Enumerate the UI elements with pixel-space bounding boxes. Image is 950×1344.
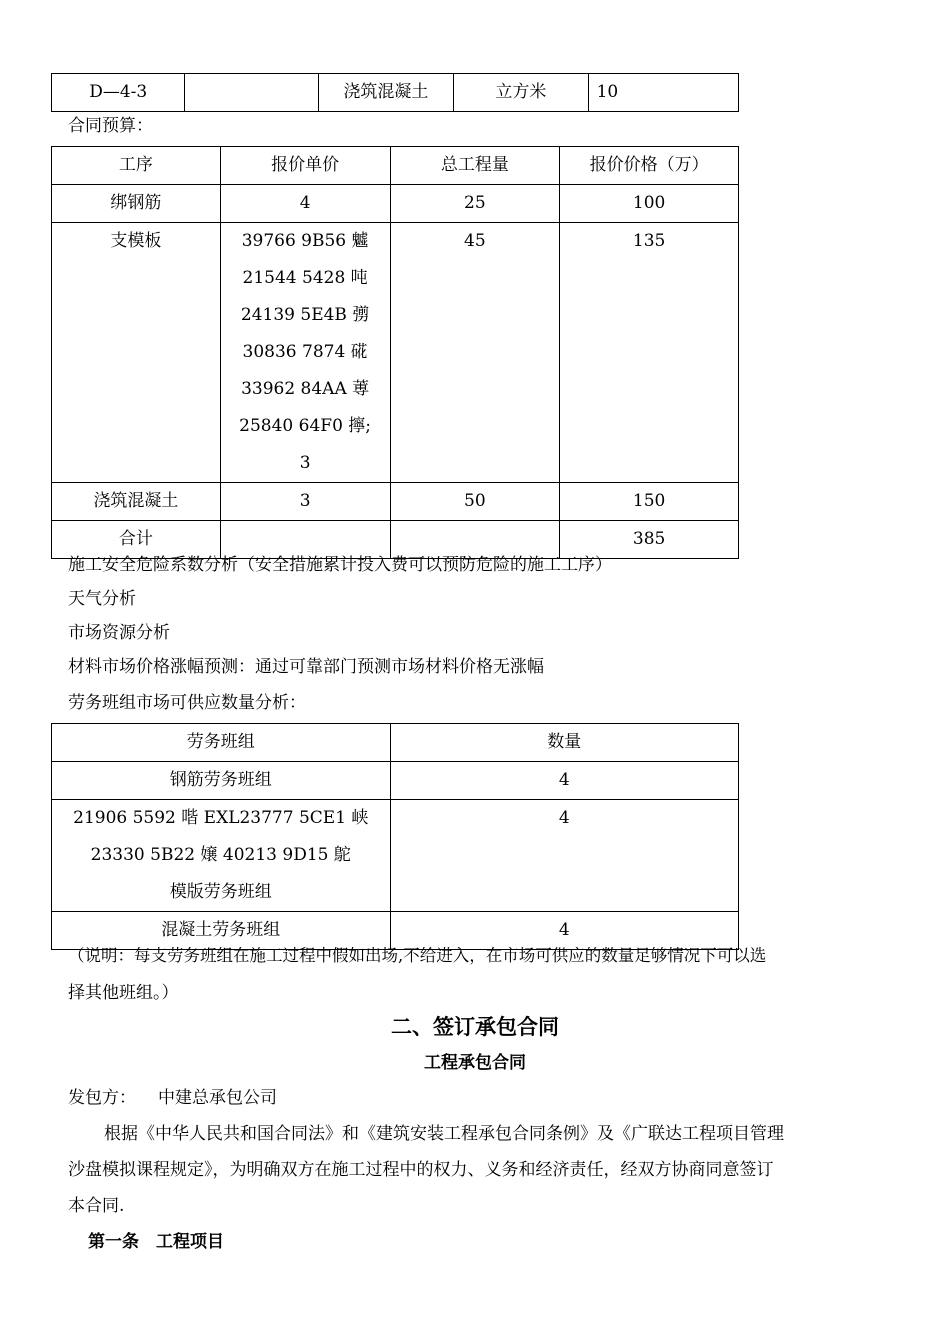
table-row — [52, 483, 739, 521]
cell-team: 21906 5592 喈 EXL23777 5CE1 峡 23330 5B22 嬢 40213 9D15 鴕 模版劳务班组 — [52, 800, 391, 912]
cell-empty — [185, 74, 318, 112]
body-line-2: 沙盘模拟课程规定》，为明确双方在施工过程中的权力、义务和经济责任，经双方协商同意签订 — [68, 1160, 774, 1180]
cell-process: 浇筑混凝土 — [52, 483, 221, 521]
header-process: 工序 — [52, 147, 221, 185]
section-title: 二、签订承包合同 — [391, 1014, 559, 1039]
note-line-2: 择其他班组。） — [68, 983, 179, 1003]
cell-qty: 10 — [588, 74, 738, 112]
labor-table — [51, 723, 739, 950]
cell-process: 绑钢筋 — [52, 185, 221, 223]
employer-label: 发包方： — [68, 1088, 136, 1108]
table-row — [52, 223, 739, 483]
safety-analysis-text: 施工安全危险系数分析（安全措施累计投入费可以预防危险的施工工序） — [68, 555, 612, 575]
table-header-row — [52, 724, 739, 762]
cell-team: 混凝土劳务班组 — [52, 912, 391, 950]
cell-quantity: 45 — [390, 223, 560, 483]
cell-unit-price: 4 — [220, 185, 390, 223]
labor-supply-text: 劳务班组市场可供应数量分析： — [68, 693, 306, 713]
contract-title: 工程承包合同 — [424, 1053, 526, 1073]
weather-analysis-text: 天气分析 — [68, 589, 136, 609]
cell-process: 合计 — [52, 521, 221, 559]
cell-code: D—4-3 — [52, 74, 185, 112]
header-price: 报价价格（万） — [560, 147, 739, 185]
top-fragment-table — [51, 73, 739, 112]
cell-unit-price: 39766 9B56 魖 21544 5428 吨 24139 5E4B 彅 30836 7874 硴 33962 84AA 蒪 25840 64F0 擰; 3 — [220, 223, 390, 483]
header-quantity: 总工程量 — [390, 147, 560, 185]
cell-quantity: 25 — [390, 185, 560, 223]
cell-price: 385 — [560, 521, 739, 559]
cell-price: 100 — [560, 185, 739, 223]
body-line-1: 根据《中华人民共和国合同法》和《建筑安装工程承包合同条例》及《广联达工程项目管理 — [104, 1124, 784, 1144]
cell-process: 支模板 — [52, 223, 221, 483]
table-row — [52, 762, 739, 800]
table-row — [52, 800, 739, 912]
market-analysis-text: 市场资源分析 — [68, 623, 170, 643]
cell-team: 钢筋劳务班组 — [52, 762, 391, 800]
note-line-1: （说明：每支劳务班组在施工过程中假如出场,不给进入，在市场可供应的数量足够情况下可以选 — [68, 946, 767, 965]
article-1-heading: 第一条 工程项目 — [88, 1232, 224, 1252]
cell-quantity: 50 — [390, 483, 560, 521]
header-count: 数量 — [390, 724, 738, 762]
cell-price: 135 — [560, 223, 739, 483]
price-forecast-text: 材料市场价格涨幅预测：通过可靠部门预测市场材料价格无涨幅 — [68, 657, 544, 677]
cell-count: 4 — [390, 762, 738, 800]
cell-item: 浇筑混凝土 — [318, 74, 453, 112]
cell-unit: 立方米 — [454, 74, 588, 112]
cell-count: 4 — [390, 912, 738, 950]
body-line-3: 本合同. — [68, 1196, 125, 1216]
header-unit-price: 报价单价 — [220, 147, 390, 185]
employer-line — [68, 1082, 277, 1114]
employer-name: 中建总承包公司 — [158, 1088, 277, 1108]
budget-table — [51, 146, 739, 559]
cell-count: 4 — [390, 800, 738, 912]
cell-price: 150 — [560, 483, 739, 521]
table-row — [52, 185, 739, 223]
table-header-row — [52, 147, 739, 185]
budget-label: 合同预算： — [68, 116, 153, 136]
cell-unit-price: 3 — [220, 483, 390, 521]
header-team: 劳务班组 — [52, 724, 391, 762]
